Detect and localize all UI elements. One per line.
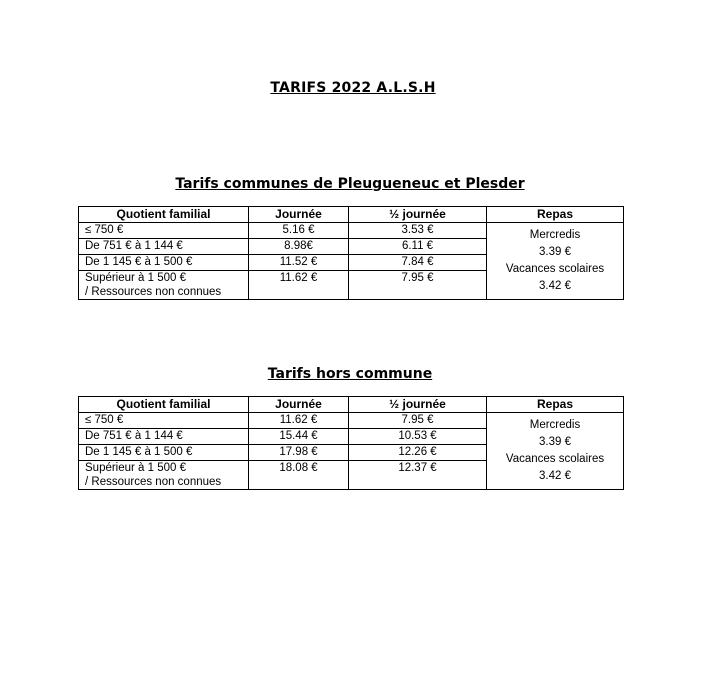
- quotient-cell: [79, 461, 249, 490]
- table-header-row: [79, 397, 624, 413]
- table-row: [79, 223, 624, 239]
- quotient-line-2: / Ressources non connues: [85, 476, 222, 488]
- journee-cell: 17.98 €: [249, 445, 349, 461]
- repas-cell: [487, 223, 624, 300]
- quotient-line-1: Supérieur à 1 500 €: [85, 272, 187, 284]
- repas-mercredis-price: 3.39 €: [539, 436, 571, 448]
- header-quotient: Quotient familial: [79, 207, 249, 223]
- tarif-table-hors-commune: [78, 396, 624, 490]
- repas-cell: [487, 413, 624, 490]
- table-row: [79, 413, 624, 429]
- repas-mercredis-label: Mercredis: [529, 419, 581, 431]
- header-demi-journee: ½ journée: [349, 207, 487, 223]
- header-repas: Repas: [487, 207, 624, 223]
- quotient-cell: De 1 145 € à 1 500 €: [79, 255, 249, 271]
- demi-journee-cell: 7.95 €: [349, 271, 487, 300]
- repas-vacances-label: Vacances scolaires: [505, 263, 605, 275]
- repas-vacances-price: 3.42 €: [539, 470, 571, 482]
- header-demi-journee: ½ journée: [349, 397, 487, 413]
- demi-journee-cell: 7.84 €: [349, 255, 487, 271]
- table-header-row: [79, 207, 624, 223]
- demi-journee-cell: 7.95 €: [349, 413, 487, 429]
- section-title-communes: Tarifs communes de Pleugueneuc et Plesder: [175, 176, 525, 192]
- quotient-cell: De 751 € à 1 144 €: [79, 239, 249, 255]
- tarif-table-communes: [78, 206, 624, 300]
- demi-journee-cell: 3.53 €: [349, 223, 487, 239]
- section-title-hors-commune: Tarifs hors commune: [267, 366, 433, 382]
- demi-journee-cell: 10.53 €: [349, 429, 487, 445]
- repas-mercredis-label: Mercredis: [529, 229, 581, 241]
- quotient-cell: De 1 145 € à 1 500 €: [79, 445, 249, 461]
- header-journee: Journée: [249, 397, 349, 413]
- header-journee: Journée: [249, 207, 349, 223]
- repas-vacances-price: 3.42 €: [539, 280, 571, 292]
- quotient-cell: [79, 271, 249, 300]
- quotient-line-2: / Ressources non connues: [85, 286, 222, 298]
- journee-cell: 5.16 €: [249, 223, 349, 239]
- journee-cell: 15.44 €: [249, 429, 349, 445]
- quotient-cell: ≤ 750 €: [79, 413, 249, 429]
- demi-journee-cell: 6.11 €: [349, 239, 487, 255]
- quotient-line-1: Supérieur à 1 500 €: [85, 462, 187, 474]
- document-title: TARIFS 2022 A.L.S.H: [270, 80, 436, 96]
- quotient-cell: ≤ 750 €: [79, 223, 249, 239]
- journee-cell: 11.62 €: [249, 271, 349, 300]
- repas-vacances-label: Vacances scolaires: [505, 453, 605, 465]
- journee-cell: 11.52 €: [249, 255, 349, 271]
- demi-journee-cell: 12.26 €: [349, 445, 487, 461]
- header-quotient: Quotient familial: [79, 397, 249, 413]
- quotient-cell: De 751 € à 1 144 €: [79, 429, 249, 445]
- header-repas: Repas: [487, 397, 624, 413]
- demi-journee-cell: 12.37 €: [349, 461, 487, 490]
- journee-cell: 18.08 €: [249, 461, 349, 490]
- journee-cell: 8.98€: [249, 239, 349, 255]
- repas-mercredis-price: 3.39 €: [539, 246, 571, 258]
- journee-cell: 11.62 €: [249, 413, 349, 429]
